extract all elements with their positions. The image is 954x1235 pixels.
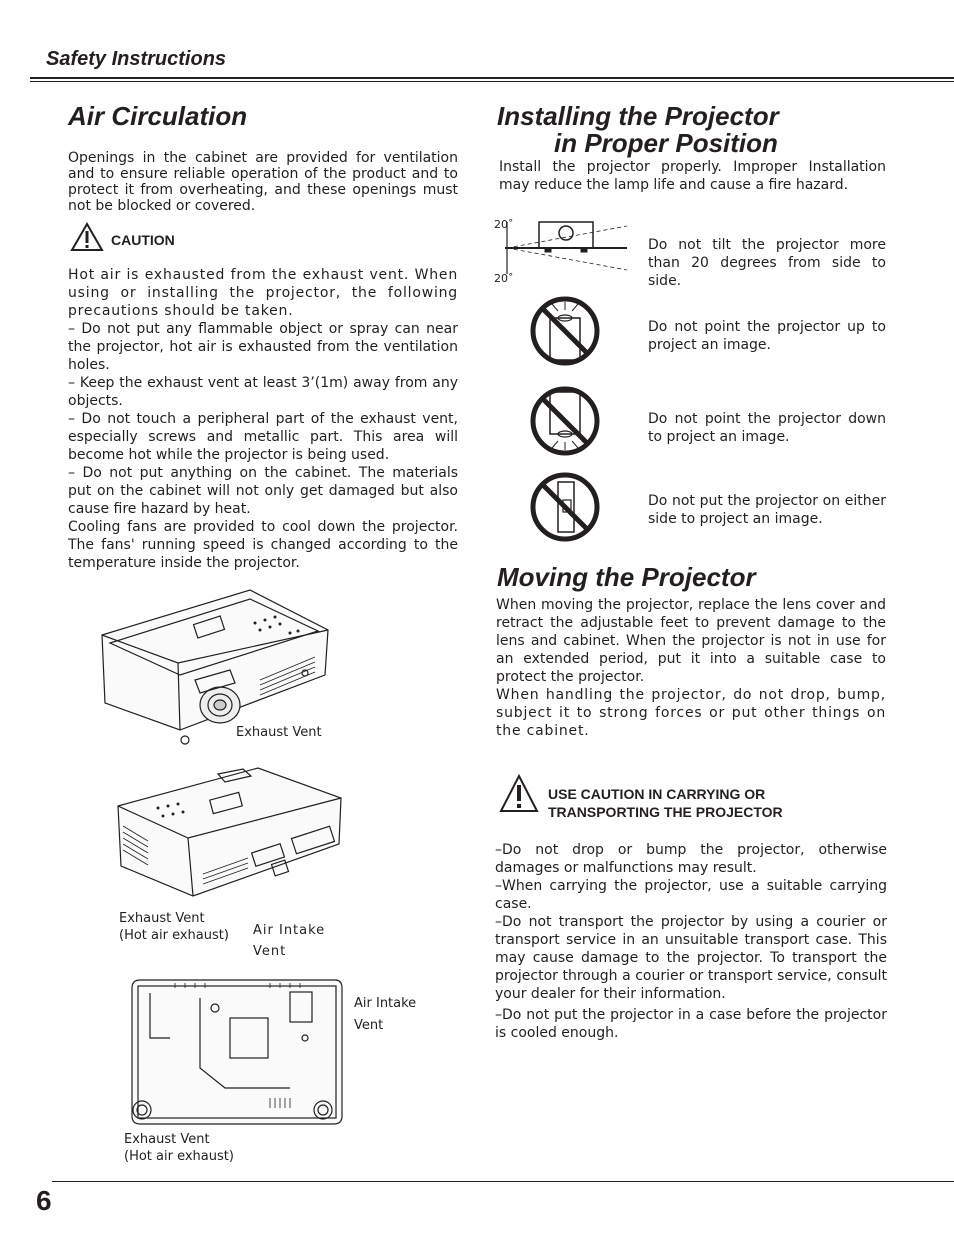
caution-icon — [70, 222, 104, 256]
no-point-up-icon — [530, 296, 600, 370]
air-intake-vent-label: Air Intake Vent — [253, 923, 326, 959]
tilt-angle-bottom: 20˚ — [494, 272, 514, 285]
transport-caution-label: USE CAUTION IN CARRYING OR TRANSPORTING THE PROJECTOR — [548, 786, 783, 820]
air-circulation-title: Air Circulation — [68, 101, 248, 131]
installing-intro: Install the projector properly. Improper Installation may reduce the lamp life and cause a fire hazard. — [499, 159, 886, 193]
moving-bullets — [495, 841, 887, 1042]
tilt-diagram — [497, 212, 631, 288]
air-paragraph: – Do not touch a peripheral part of the exhaust vent, especially screws and metallic part. This area will become hot while the projector is being used. — [68, 411, 458, 463]
no-point-down-icon — [530, 386, 600, 460]
installing-title-line1: Installing the Projector — [497, 101, 779, 131]
install-item: Do not tilt the projector more than 20 degrees from side to side. — [648, 237, 886, 289]
moving-bullet: –When carrying the projector, use a suitable carrying case. — [495, 878, 887, 912]
moving-paragraphs — [496, 596, 886, 740]
moving-title: Moving the Projector — [497, 562, 756, 592]
moving-bullet: –Do not put the projector in a case before the projector is cooled enough. — [495, 1007, 887, 1041]
air-intake-vent-bottom-label: Air Intake Vent — [354, 996, 417, 1033]
installing-title-line2: in Proper Position — [554, 128, 778, 158]
footer-rule — [52, 1181, 954, 1182]
page-number: 6 — [36, 1185, 52, 1216]
install-item: Do not point the projector up to project an image. — [648, 319, 886, 353]
moving-paragraph: When handling the projector, do not drop, bump, subject it to strong forces or put other things on the cabinet. — [496, 687, 886, 739]
install-item: Do not point the projector down to project an image. — [648, 411, 886, 445]
air-paragraph: Hot air is exhausted from the exhaust vent. When using or installing the projector, the following precautions should be taken. — [68, 267, 458, 319]
projector-bottom-illustration — [130, 978, 345, 1132]
caution-label: CAUTION — [111, 232, 175, 248]
exhaust-vent-bottom-label: Exhaust Vent (Hot air exhaust) — [124, 1132, 234, 1164]
no-side-placement-icon — [530, 472, 600, 546]
projector-rear-illustration — [113, 766, 345, 920]
section-header: Safety Instructions — [46, 48, 227, 70]
exhaust-vent-hot-air-label: Exhaust Vent (Hot air exhaust) — [119, 911, 229, 943]
air-paragraph: – Keep the exhaust vent at least 3’(1m) away from any objects. — [68, 375, 458, 409]
air-paragraph: – Do not put any flammable object or spray can near the projector, hot air is exhausted from the ventilation holes. — [68, 321, 458, 373]
header-rule — [30, 77, 954, 79]
air-intro: Openings in the cabinet are provided for ventilation and to ensure reliable operation of the product and to protect it from overheating, and these openings must not be blocked or covered. — [68, 150, 458, 214]
header-rule-thin — [30, 81, 954, 82]
exhaust-vent-label: Exhaust Vent — [236, 725, 322, 740]
air-paragraphs — [68, 266, 458, 572]
moving-paragraph: When moving the projector, replace the lens cover and retract the adjustable feet to prevent damage to the lens and cabinet. When the projector is not in use for an extended period, put it into a suitable case to protect the projector. — [496, 597, 886, 685]
transport-caution-icon — [499, 774, 539, 818]
tilt-angle-top: 20˚ — [494, 218, 514, 231]
moving-bullet: –Do not transport the projector by using a courier or transport service in an unsuitable transport case. This may cause damage to the projector. To transport the projector through a courier or transport service, consult your dealer for their information. — [495, 914, 887, 1002]
moving-bullet: –Do not drop or bump the projector, otherwise damages or malfunctions may result. — [495, 842, 887, 876]
air-paragraph: – Do not put anything on the cabinet. The materials put on the cabinet will not only get damaged but also cause fire hazard by heat. — [68, 465, 458, 517]
install-item: Do not put the projector on either side to project an image. — [648, 493, 886, 527]
air-paragraph: Cooling fans are provided to cool down the projector. The fans' running speed is changed according to the temperature inside the projector. — [68, 519, 458, 571]
